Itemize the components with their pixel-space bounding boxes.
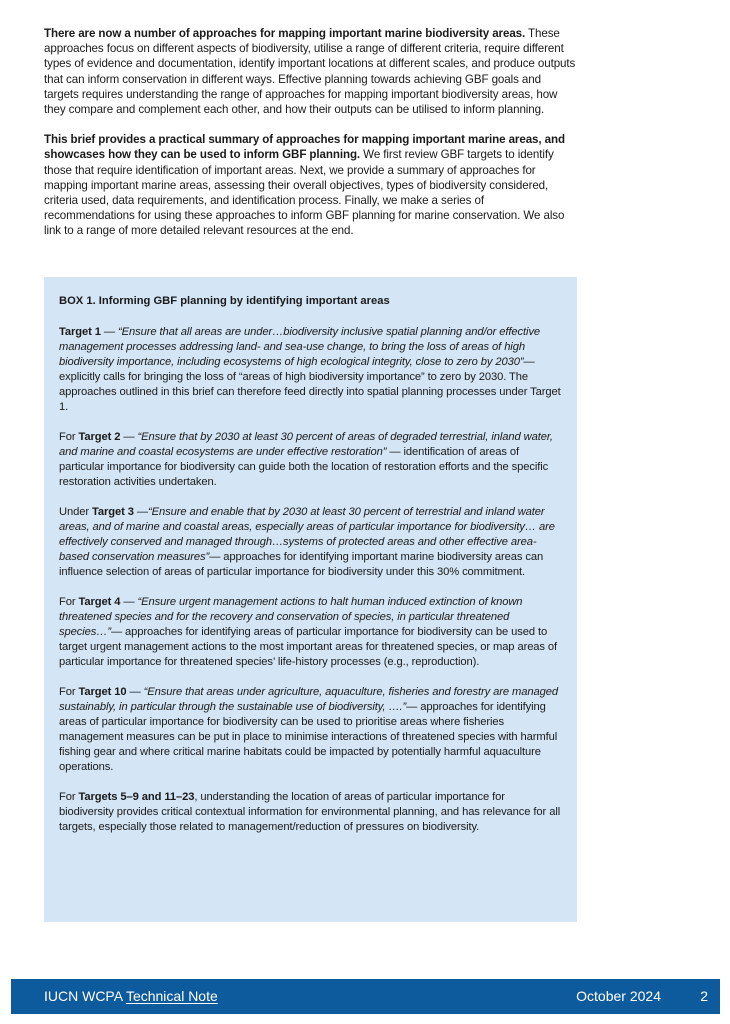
box-item-prefix: For (59, 431, 79, 444)
page-number: 2 (700, 988, 708, 1004)
target-quote: “Ensure and enable that by 2030 at least 30 percent of terrestrial and inland water areas, and of marine and coastal areas, especially areas of particular importance for biodiversity… are effectively conserved and managed through…systems of protected areas and other effective area-based conservation measures” (59, 505, 555, 564)
box-title: BOX 1. Informing GBF planning by identifying important areas (59, 295, 390, 307)
page-footer (11, 979, 720, 1014)
intro-paragraph-2-body: We first review GBF targets to identify those that require identification of important areas. Next, we provide a summary of approaches for mapping important marine areas, assessing their overall objectives, types of biodiversity considered, criteria used, data requirements, and identification process. Finally, we make a series of recommendations for using these approaches to inform GBF planning for marine conservation. We also link to a range of more detailed relevant resources at the end. (44, 148, 565, 238)
box-item-target-3 (59, 505, 562, 580)
intro-paragraph-1 (44, 26, 576, 117)
target-label: Target 1 (59, 326, 101, 338)
box-item-prefix: Under (59, 505, 92, 518)
box-item-prefix: For (59, 685, 79, 698)
target-label: Target 10 (78, 685, 127, 698)
footer-publication (44, 988, 218, 1005)
box-item-dash: — (133, 505, 148, 518)
target-label: Target 2 (78, 431, 121, 444)
intro-paragraph-2 (44, 132, 576, 238)
box-item-text: — approaches for identifying important marine biodiversity areas can influence selection of areas of particular importance for biodiversity under this 30% commitment. (59, 551, 544, 579)
box-item-prefix: For (59, 595, 79, 608)
box-item-text: — approaches for identifying areas of particular importance for biodiversity can be used to target urgent management actions to the most important areas for threatened species, or map areas of particular importance for threatened species’ life-history processes (e.g., reproduction). (59, 626, 558, 669)
technical-note-link[interactable]: Technical Note (125, 988, 218, 1004)
box-item-text: — identification of areas of particular importance for biodiversity can guide both the location of restoration efforts and the specific restoration activities undertaken. (59, 446, 549, 489)
box-item-target-10 (59, 685, 562, 776)
footer-org: IUCN WCPA (44, 988, 126, 1004)
box-item-dash: — (100, 326, 118, 338)
box-item-dash: — (120, 431, 138, 444)
box-item-target-1 (59, 325, 562, 416)
box-item-text: , understanding the location of areas of particular importance for biodiversity provides critical contextual information for environmental planning, and has relevance for all targets, especially those related to management/reduction of pressures on biodiversity. (59, 790, 561, 834)
target-label: Target 3 (91, 505, 134, 518)
box-item-dash: — (120, 595, 138, 608)
intro-paragraph-1-lead: There are now a number of approaches for mapping important marine biodiversity areas. (44, 27, 526, 40)
intro-section (44, 26, 576, 239)
target-label: Targets 5–9 and 11–23 (78, 790, 195, 803)
target-quote: “Ensure urgent management actions to halt human induced extinction of known threatened species and for the recovery and conservation of species, in particular threatened species…” (59, 595, 523, 639)
box-item-prefix: For (59, 790, 79, 803)
box-item-text: — approaches for identifying areas of particular importance for biodiversity can be used to prioritise areas where fisheries management measures can be put in place to minimise interactions of threatened species with harmful fishing gear and where critical marine habitats could be impacted by potentially harmful aquaculture operations. (59, 700, 558, 774)
box-item-text: — explicitly calls for bringing the loss of “areas of high biodiversity importance” to zero by 2030. The approaches outlined in this brief can therefore feed directly into spatial planning processes under Target 1. (59, 356, 561, 414)
box-item-target-4 (59, 595, 562, 670)
box-item-dash: — (126, 685, 144, 698)
footer-date: October 2024 (576, 988, 661, 1004)
box-item-targets-5-9-11-23 (59, 790, 562, 835)
target-quote: “Ensure that areas under agriculture, aquaculture, fisheries and forestry are managed sustainably, in particular through the sustainable use of biodiversity, ….” (59, 685, 559, 713)
intro-paragraph-2-lead: This brief provides a practical summary of approaches for mapping important marine areas, and showcases how they can be used to inform GBF planning. (44, 133, 565, 162)
target-quote: “Ensure that by 2030 at least 30 percent of areas of degraded terrestrial, inland water, and marine and coastal ecosystems are under effective restoration” (59, 431, 553, 459)
intro-paragraph-1-body: These approaches focus on different aspects of biodiversity, utilise a range of different criteria, require different types of evidence and documentation, identify important locations at different scales, and produce outputs that can inform conservation in different ways. Effective planning towards achieving GBF goals and targets requires understanding the range of approaches for mapping important biodiversity areas, how they compare and complement each other, and how their outputs can be utilised to inform planning. (44, 27, 576, 117)
box-item-target-2 (59, 430, 562, 490)
target-quote: “Ensure that all areas are under…biodiversity inclusive spatial planning and/or effective management processes addressing land- and sea-use change, to bring the loss of areas of high biodiversity importance, including ecosystems of high ecological integrity, close to zero by 2030” (59, 326, 541, 369)
target-label: Target 4 (78, 595, 121, 608)
box-1-informing-gbf (44, 277, 577, 922)
